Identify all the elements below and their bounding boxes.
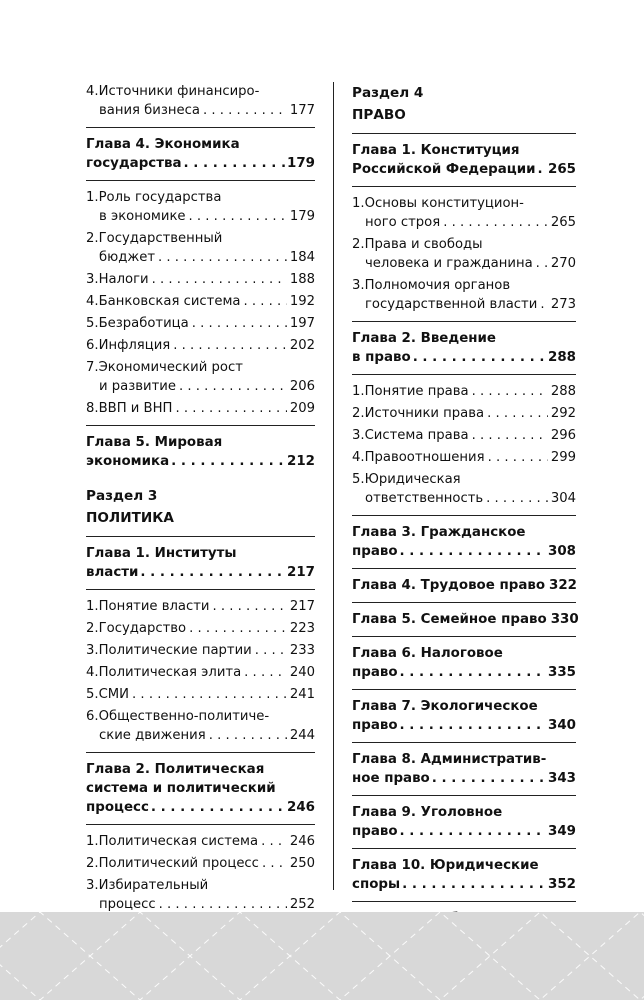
part-4-title: ПРАВО: [352, 107, 406, 123]
chapter-title-line: споры: [352, 877, 401, 892]
page-number: 177: [289, 103, 315, 118]
item-number: 3.: [352, 428, 365, 443]
toc-item: [86, 876, 315, 914]
page-number: 265: [548, 162, 576, 177]
item-title-line: бюджет: [99, 250, 156, 265]
toc-item: [86, 619, 315, 638]
page-number: 292: [550, 406, 576, 421]
dot-leader: [413, 348, 546, 367]
toc-item: [86, 663, 315, 682]
toc-item: [86, 358, 315, 396]
chapter-entry: [352, 576, 576, 595]
chapter-title-line: Глава 2. Введение: [352, 331, 496, 346]
item-title-line: Государственный: [98, 231, 223, 246]
item-number: 4.: [86, 665, 99, 680]
page-number: 296: [550, 428, 576, 443]
chapter-title-line: власти: [86, 565, 139, 580]
page-number: 265: [550, 215, 576, 230]
dot-leader: [132, 685, 287, 704]
dot-leader: [158, 248, 287, 267]
item-list-p4ch2: [352, 382, 576, 508]
dot-leader: [472, 382, 548, 401]
dot-leader: [536, 254, 548, 273]
dot-leader: [432, 769, 546, 788]
separator: [352, 186, 576, 187]
chapter-title-line: право: [352, 665, 398, 680]
separator: [86, 752, 315, 753]
item-number: 6.: [86, 709, 99, 724]
part-3-title: ПОЛИТИКА: [86, 510, 174, 526]
item-title-line: Роль государства: [98, 190, 222, 205]
separator: [352, 321, 576, 322]
chapter-title-line: Глава 5. Мировая: [86, 435, 223, 450]
page-number: 273: [550, 297, 576, 312]
separator: [352, 133, 576, 134]
item-title-line: ВВП и ВНП: [98, 401, 173, 416]
chapter-title-line: в право: [352, 350, 411, 365]
item-title-line: Правоотношения: [364, 450, 485, 465]
item-title-line: человека и гражданина: [365, 256, 533, 271]
page-number: 197: [289, 316, 315, 331]
item-number: 1.: [352, 196, 365, 211]
chapter-title-line: система и политический: [86, 781, 276, 796]
chapter-entry: [86, 544, 315, 582]
page-number: 299: [550, 450, 576, 465]
item-number: 8.: [86, 401, 99, 416]
dot-leader: [151, 798, 285, 817]
chapter-title-line: право: [352, 544, 398, 559]
toc-item: [352, 235, 576, 273]
toc-item: [86, 229, 315, 267]
chapter-entry: [352, 523, 576, 561]
item-title-line: Права и свободы: [364, 237, 483, 252]
chapter-entry: [86, 135, 315, 173]
item-number: 2.: [352, 237, 365, 252]
toc-item: [86, 685, 315, 704]
item-title-line: Инфляция: [98, 338, 171, 353]
item-title-line: Экономический рост: [98, 360, 243, 375]
item-title-line: Общественно-политиче-: [98, 709, 270, 724]
item-number: 1.: [352, 384, 365, 399]
dot-leader: [189, 207, 287, 226]
part-3-label: Раздел 3: [86, 488, 158, 504]
item-title-line: процесс: [99, 897, 156, 912]
toc-item: [86, 314, 315, 333]
chapter-title-line: процесс: [86, 800, 149, 815]
item-title-line: в экономике: [99, 209, 186, 224]
page-number: 179: [289, 209, 315, 224]
item-title-line: Юридическая: [364, 472, 461, 487]
page-number: 202: [289, 338, 315, 353]
separator: [352, 636, 576, 637]
chapter-entry: [352, 610, 579, 629]
separator: [352, 689, 576, 690]
separator: [352, 515, 576, 516]
dot-leader: [540, 295, 548, 314]
chapter-title-line: Глава 7. Экологическое: [352, 699, 538, 714]
chapter-entry: [86, 433, 315, 471]
page-number: 217: [287, 565, 315, 580]
separator: [86, 536, 315, 537]
chapter-title-line: ное право: [352, 771, 430, 786]
dot-leader: [203, 101, 287, 120]
dot-leader: [400, 716, 547, 735]
toc-item: [86, 292, 315, 311]
item-list-p4ch1: [352, 194, 576, 314]
item-title-line: ного строя: [365, 215, 441, 230]
separator: [86, 127, 315, 128]
dot-leader: [175, 399, 286, 418]
chapter-title-line: Глава 2. Политическая: [86, 762, 265, 777]
separator: [352, 848, 576, 849]
item-list-ch4: [86, 188, 315, 418]
item-number: 3.: [86, 878, 99, 893]
item-title-line: ские движения: [99, 728, 206, 743]
chapter-title-line: право: [352, 824, 398, 839]
dot-leader: [173, 336, 287, 355]
chapter-title-line: Глава 6. Налоговое: [352, 646, 503, 661]
item-title-line: Безработица: [98, 316, 189, 331]
page-number: 209: [289, 401, 315, 416]
dot-leader: [152, 270, 287, 289]
page-number: 233: [289, 643, 315, 658]
toc-item: [86, 597, 315, 616]
dot-leader: [261, 832, 287, 851]
item-number: 2.: [352, 406, 365, 421]
item-list-a: [86, 82, 315, 120]
dot-leader: [538, 160, 547, 179]
item-title-line: СМИ: [98, 687, 130, 702]
item-title-line: Понятие власти: [98, 599, 210, 614]
chapter-title-line: Российской Федерации: [352, 162, 536, 177]
chapter-entry: [352, 750, 576, 788]
dot-leader: [179, 377, 287, 396]
item-title-line: Политическая система: [98, 834, 259, 849]
dot-leader: [212, 597, 286, 616]
toc-item: [352, 194, 576, 232]
chapter-title-line: Глава 9. Уголовное: [352, 805, 503, 820]
chapter-entry: [352, 856, 576, 894]
dot-leader: [171, 452, 285, 471]
item-number: 4.: [86, 84, 99, 99]
toc-item: [86, 854, 315, 873]
part-4-label: Раздел 4: [352, 85, 424, 101]
chapter-title-line: Глава 4. Трудовое право: [352, 578, 546, 593]
toc-item: [352, 426, 576, 445]
item-title-line: Полномочия органов: [364, 278, 511, 293]
chapter-title-line: Глава 10. Юридические: [352, 858, 539, 873]
dot-leader: [487, 404, 548, 423]
item-number: 3.: [352, 278, 365, 293]
dot-leader: [486, 489, 548, 508]
page-number: 188: [289, 272, 315, 287]
dot-leader: [184, 154, 286, 173]
diamond-pattern: [0, 912, 644, 1000]
toc-item: [352, 276, 576, 314]
page-number: 252: [289, 897, 315, 912]
chapter-title-line: Глава 1. Институты: [86, 546, 237, 561]
toc-item: [86, 270, 315, 289]
dot-leader: [400, 663, 547, 682]
page-number: 352: [548, 877, 576, 892]
chapter-title-line: Глава 8. Административ-: [352, 752, 547, 767]
dot-leader: [400, 822, 547, 841]
chapter-title-line: право: [352, 718, 398, 733]
item-title-line: Источники финансиро-: [98, 84, 260, 99]
dot-leader: [255, 641, 287, 660]
page-number: 223: [289, 621, 315, 636]
item-title-line: Государство: [98, 621, 187, 636]
page-number: 335: [548, 665, 576, 680]
item-title-line: государственной власти: [365, 297, 538, 312]
item-number: 5.: [352, 472, 365, 487]
item-number: 2.: [86, 856, 99, 871]
chapter-title-line: экономика: [86, 454, 170, 469]
item-title-line: ответственность: [365, 491, 484, 506]
separator: [86, 180, 315, 181]
item-number: 4.: [352, 450, 365, 465]
page-number: 184: [289, 250, 315, 265]
toc-item: [352, 470, 576, 508]
toc-right-column: [352, 82, 579, 1000]
item-number: 1.: [86, 834, 99, 849]
page-number: 212: [287, 454, 315, 469]
page-number: 240: [289, 665, 315, 680]
item-number: 7.: [86, 360, 99, 375]
toc-item: [86, 832, 315, 851]
item-title-line: Политическая элита: [98, 665, 242, 680]
decorative-footer: [0, 912, 644, 1000]
item-title-line: Основы конституцион-: [364, 196, 524, 211]
dot-leader: [243, 292, 286, 311]
item-list-p3ch1: [86, 597, 315, 745]
page-number: 340: [548, 718, 576, 733]
toc-item: [86, 336, 315, 355]
dot-leader: [192, 314, 287, 333]
page-number: 270: [550, 256, 576, 271]
page-number: 308: [548, 544, 576, 559]
item-title-line: Политический процесс: [98, 856, 259, 871]
page-number: 250: [289, 856, 315, 871]
page-number: 206: [289, 379, 315, 394]
chapter-entry: [352, 329, 576, 367]
dot-leader: [209, 726, 287, 745]
chapter-title-line: Глава 1. Конституция: [352, 143, 520, 158]
toc-item: [86, 641, 315, 660]
item-number: 3.: [86, 643, 99, 658]
toc-item: [86, 707, 315, 745]
chapter-entry: [352, 803, 576, 841]
item-title-line: Политические партии: [98, 643, 252, 658]
dot-leader: [402, 875, 546, 894]
chapter-title-line: Глава 3. Гражданское: [352, 525, 526, 540]
toc-item: [352, 404, 576, 423]
separator: [86, 824, 315, 825]
item-title-line: Понятие права: [364, 384, 469, 399]
separator: [352, 795, 576, 796]
item-title-line: Избирательный: [98, 878, 209, 893]
chapter-title-line: Глава 5. Семейное право: [352, 612, 547, 627]
page-number: 288: [548, 350, 576, 365]
item-title-line: Банковская система: [98, 294, 241, 309]
dot-leader: [244, 663, 287, 682]
separator: [86, 589, 315, 590]
item-number: 2.: [86, 621, 99, 636]
page-number: 244: [289, 728, 315, 743]
page-number: 246: [287, 800, 315, 815]
dot-leader: [443, 213, 548, 232]
separator: [352, 901, 576, 902]
dot-leader: [472, 426, 548, 445]
item-title-line: вания бизнеса: [99, 103, 200, 118]
dot-leader: [140, 563, 285, 582]
dot-leader: [488, 448, 548, 467]
item-number: 1.: [86, 190, 99, 205]
column-divider: [333, 82, 334, 890]
chapter-list: [352, 523, 579, 974]
chapter-entry: [352, 141, 576, 179]
chapter-entry: [86, 760, 315, 817]
separator: [352, 374, 576, 375]
toc-item: [86, 399, 315, 418]
dot-leader: [189, 619, 287, 638]
chapter-entry: [352, 644, 576, 682]
page-number: 349: [548, 824, 576, 839]
page-number: 217: [289, 599, 315, 614]
dot-leader: [400, 542, 547, 561]
page-number: 288: [550, 384, 576, 399]
separator: [86, 425, 315, 426]
dot-leader: [262, 854, 287, 873]
item-title-line: Источники права: [364, 406, 485, 421]
item-title-line: Налоги: [98, 272, 149, 287]
chapter-title-line: государства: [86, 156, 182, 171]
item-title-line: и развитие: [99, 379, 176, 394]
item-number: 2.: [86, 231, 99, 246]
page-number: 241: [289, 687, 315, 702]
item-number: 5.: [86, 687, 99, 702]
item-number: 4.: [86, 294, 99, 309]
page-number: 343: [548, 771, 576, 786]
item-title-line: Система права: [364, 428, 469, 443]
chapter-entry: [352, 697, 576, 735]
toc-item: [352, 382, 576, 401]
item-number: 3.: [86, 272, 99, 287]
page-number: 246: [289, 834, 315, 849]
page-number: 192: [289, 294, 315, 309]
item-number: 1.: [86, 599, 99, 614]
page-number: 304: [550, 491, 576, 506]
page-number: 330: [550, 612, 579, 627]
toc-item: [86, 82, 315, 120]
page-number: 322: [549, 578, 577, 593]
item-number: 5.: [86, 316, 99, 331]
separator: [352, 602, 576, 603]
page-number: 179: [287, 156, 315, 171]
toc-item: [86, 188, 315, 226]
chapter-title-line: Глава 4. Экономика: [86, 137, 240, 152]
toc-left-column: [86, 82, 315, 955]
toc-item: [352, 448, 576, 467]
separator: [352, 742, 576, 743]
separator: [352, 568, 576, 569]
item-number: 6.: [86, 338, 99, 353]
